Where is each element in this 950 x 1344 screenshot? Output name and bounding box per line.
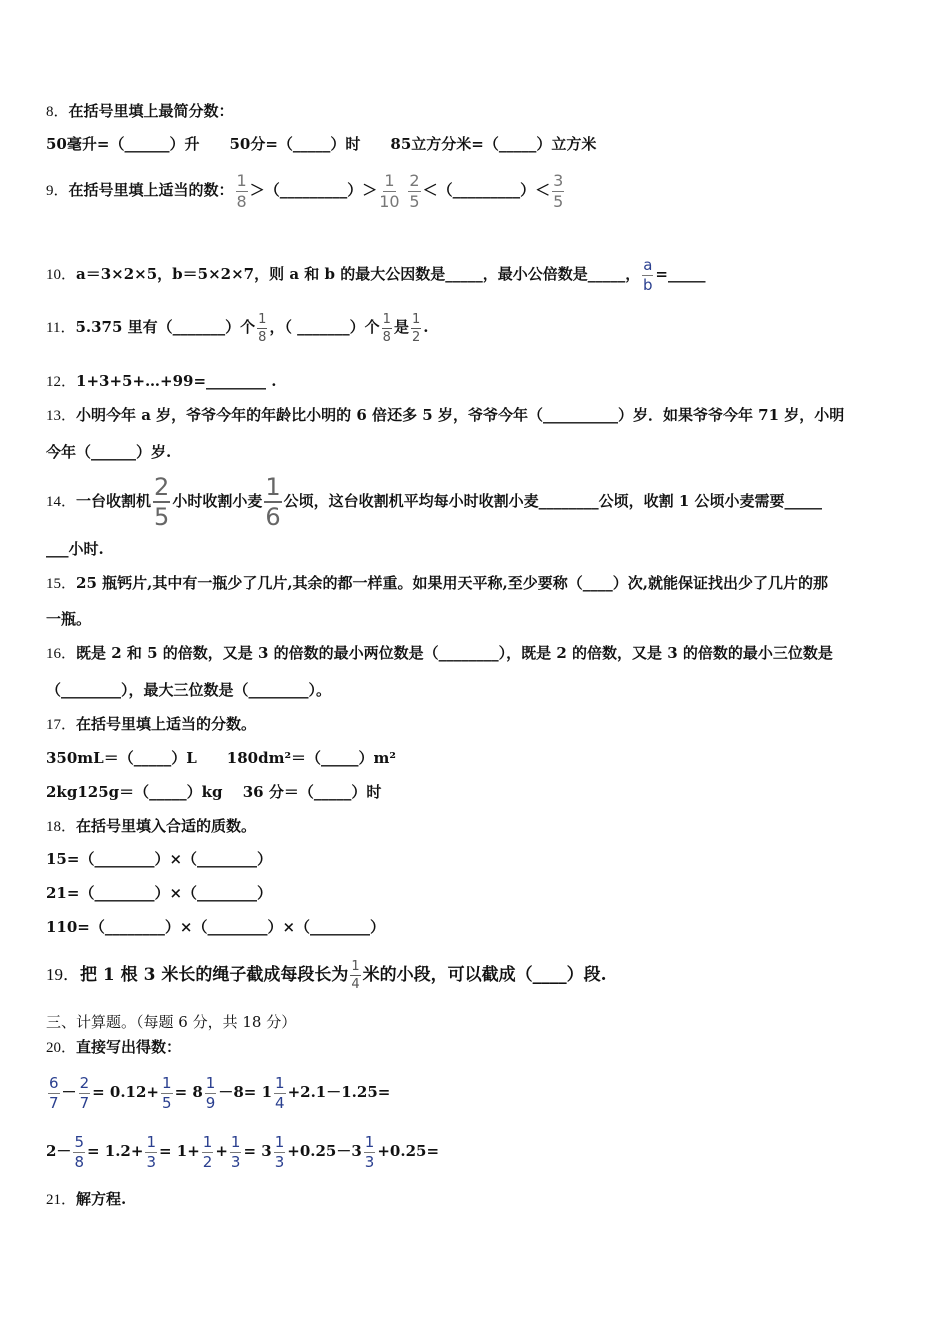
question-14-line-2: ___小时.: [46, 540, 104, 558]
question-text: 米的小段，可以截成（____）段.: [362, 965, 607, 985]
fraction: $\frac{2}{5}$: [409, 170, 420, 211]
question-text: 既是 2 和 5 的倍数，又是 3 的倍数的最小两位数是（________），既是 2 的倍数，又是 3 的倍数的最小三位数是: [76, 644, 833, 662]
question-15-line-2: 一瓶。: [46, 610, 92, 628]
question-number: 14．: [46, 494, 77, 510]
fraction: $\frac{2}{5}$: [154, 473, 170, 531]
calc-text: = 3: [243, 1142, 272, 1160]
question-21: [46, 1192, 906, 1208]
question-19: [46, 952, 906, 998]
question-number: 9．: [46, 183, 69, 199]
question-text: 是: [393, 318, 409, 336]
fraction: $\frac{1}{3}$: [364, 1132, 375, 1171]
question-text: 小明今年 a 岁，爷爷今年的年龄比小明的 6 倍还多 5 岁，爷爷今年（__________）岁．如果爷爷今年 71 岁，小明: [76, 406, 845, 424]
calc-text: = 0.12+: [92, 1083, 160, 1101]
question-16-line-2: （________），最大三位数是（________）。: [46, 681, 332, 699]
question-13-line-2: 今年（______）岁.: [46, 443, 172, 461]
calc-row-2: [46, 1127, 906, 1175]
fraction: $\frac{1}{8}$: [258, 311, 267, 345]
question-17-line-2: 2kg125g＝（_____）kg 36 分＝（_____）时: [46, 783, 382, 801]
question-18-title: [46, 819, 906, 835]
question-text: 5.375 里有（_______）个: [75, 318, 256, 336]
question-9: [46, 170, 906, 210]
question-18-line-1: 15=（________）×（________）: [46, 850, 273, 868]
fraction: $\frac{1}{2}$: [411, 311, 421, 345]
question-text: 把 1 根 3 米长的绳子截成每段长为: [80, 965, 349, 985]
question-number: 10．: [46, 267, 77, 283]
question-text: .: [423, 318, 429, 336]
question-text: 公顷，这台收割机平均每小时收割小麦________公顷，收割 1 公顷小麦需要_____: [283, 492, 822, 510]
blank-text: =_____: [655, 265, 706, 283]
calc-text: = 8: [174, 1083, 203, 1101]
question-14: [46, 473, 906, 531]
question-number: 16．: [46, 646, 77, 662]
question-number: 18．: [46, 819, 77, 835]
fraction: $\frac{1}{4}$: [275, 1073, 285, 1112]
calc-text: －8= 1: [218, 1083, 273, 1101]
question-12: [46, 374, 906, 390]
question-number: 19．: [46, 965, 80, 984]
question-number: 21．: [46, 1192, 77, 1208]
question-15: [46, 576, 906, 592]
fraction: $\frac{1}{8}$: [382, 311, 391, 345]
question-13: [46, 408, 906, 424]
fraction: $\frac{1}{10}$: [379, 170, 400, 211]
question-text: 解方程.: [76, 1190, 127, 1208]
question-number: 12．: [46, 374, 77, 390]
question-8-line: 50毫升=（______）升 50分=（_____）时 85立方分米=（_____）立方米: [46, 135, 597, 153]
question-11: [46, 307, 906, 347]
question-16: [46, 646, 906, 662]
blank-text: ＜（_________）＜: [422, 181, 551, 199]
question-20-title: [46, 1040, 906, 1056]
calc-text: +0.25－3: [287, 1142, 362, 1160]
question-text: 一台收割机: [76, 492, 152, 510]
fraction: $\frac{6}{7}$: [49, 1073, 59, 1112]
question-number: 8．: [46, 104, 69, 120]
fraction: $\frac{1}{3}$: [274, 1132, 285, 1171]
calc-text: = 1+: [159, 1142, 200, 1160]
blank-text: ＞（_________）＞: [249, 181, 378, 199]
question-number: 13．: [46, 408, 77, 424]
fraction: $\frac{1}{5}$: [162, 1073, 172, 1112]
fraction: $\frac{3}{5}$: [553, 170, 564, 211]
calc-text: +0.25=: [377, 1142, 440, 1160]
question-18-line-3: 110=（________）×（________）×（________）: [46, 918, 386, 936]
fraction: $\frac{1}{4}$: [351, 959, 360, 992]
fraction: $\frac{5}{8}$: [74, 1132, 84, 1171]
fraction: $\frac{1}{3}$: [146, 1132, 156, 1171]
fraction: $\frac{1}{8}$: [236, 170, 247, 211]
question-17-line-1: 350mL＝（_____）L 180dm²＝（_____）m²: [46, 749, 396, 767]
question-text: 1+3+5+…+99=________ .: [76, 372, 277, 390]
question-text: 在括号里填上适当的数：: [68, 181, 234, 199]
fraction: $\frac{1}{3}$: [230, 1132, 241, 1171]
question-text: 在括号里填上最简分数：: [68, 102, 234, 120]
question-number: 11．: [46, 320, 76, 336]
section-title: 三、计算题。（每题 6 分，共 18 分）: [46, 1013, 297, 1031]
calc-text: 2－: [46, 1142, 72, 1160]
question-number: 15．: [46, 576, 77, 592]
question-10: [46, 256, 906, 292]
question-text: 在括号里填上适当的分数。: [76, 715, 257, 733]
fraction: $\frac{1}{6}$: [265, 473, 281, 531]
question-text: 25 瓶钙片,其中有一瓶少了几片,其余的都一样重。如果用天平称,至少要称（____）次,就能保证找出少了几片的那: [76, 574, 829, 592]
fraction: $\frac{2}{7}$: [79, 1073, 90, 1112]
question-number: 20．: [46, 1040, 77, 1056]
fraction: $\frac{1}{2}$: [202, 1132, 213, 1171]
question-text: 直接写出得数：: [76, 1038, 182, 1056]
question-17-title: [46, 717, 906, 733]
calc-text: = 1.2+: [86, 1142, 144, 1160]
calc-row-1: [46, 1068, 906, 1116]
calc-text: －: [61, 1083, 77, 1101]
fraction: $\frac{1}{9}$: [205, 1073, 216, 1112]
question-text: 小时收割小麦: [172, 492, 263, 510]
question-text: a＝3×2×5，b＝5×2×7，则 a 和 b 的最大公因数是_____，最小公倍数是_____，: [76, 265, 641, 283]
fraction: $\frac{a}{b}$: [643, 255, 653, 294]
question-number: 17．: [46, 717, 77, 733]
question-18-line-2: 21=（________）×（________）: [46, 884, 273, 902]
calc-text: +: [215, 1142, 228, 1160]
question-text: ，（ _______）个: [269, 318, 380, 336]
question-text: 在括号里填入合适的质数。: [76, 817, 257, 835]
calc-text: +2.1－1.25=: [287, 1083, 391, 1101]
question-8-title: [46, 104, 906, 120]
